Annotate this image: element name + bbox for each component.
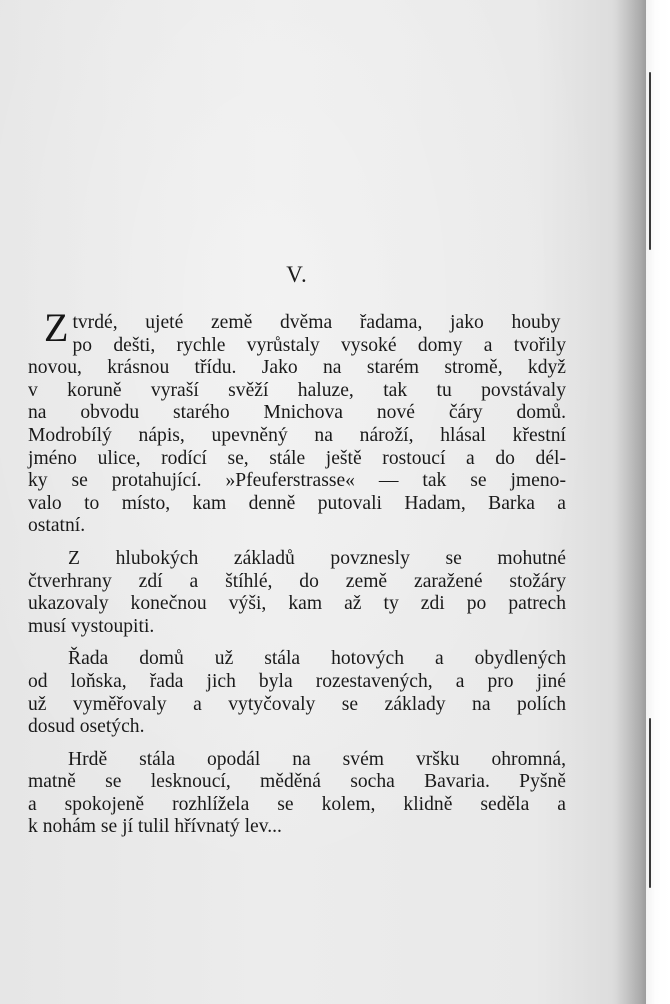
text-line: čtverhrany zdí a štíhlé, do země zaražené stožáry	[28, 570, 566, 592]
text-line: už vyměřovaly a vytyčovaly se základy na polích	[28, 693, 566, 715]
page-edge-line-bottom	[649, 718, 651, 888]
paragraph-2	[28, 548, 566, 638]
page-edge-line-top	[649, 72, 651, 250]
text-line: ostatní.	[28, 515, 86, 537]
drop-cap: Z	[44, 305, 69, 350]
text-line: Hrdě stála opodál na svém vršku ohromná,	[68, 748, 566, 770]
text-line: jméno ulice, rodící se, stále ještě rostoucí a do dél-	[28, 447, 566, 469]
text-line: Z hlubokých základů povznesly se mohutné	[68, 547, 566, 569]
paragraph-1	[28, 305, 566, 538]
text-line: od loňska, řada jich byla rozestavených, a pro jiné	[28, 670, 566, 692]
text-line: v koruně vyraší svěží haluze, tak tu povstávaly	[28, 379, 566, 401]
text-line: na obvodu starého Mnichova nové čáry domů.	[28, 402, 566, 424]
paragraph-4	[28, 749, 566, 839]
text-line: Modrobílý nápis, upevněný na nároží, hlásal křestní	[28, 424, 566, 446]
text-line: valo to místo, kam denně putovali Hadam, Barka a	[28, 492, 566, 514]
text-line: po dešti, rychle vyrůstaly vysoké domy a tvořily	[72, 334, 566, 356]
text-line-content: tvrdé, ujeté země dvěma řadama, jako houby	[72, 312, 561, 333]
text-line: matně se lesknoucí, měděná socha Bavaria. Pyšně	[28, 771, 566, 793]
text-line: ukazovaly konečnou výši, kam až ty zdi po patrech	[28, 593, 566, 615]
text-line: ky se protahující. »Pfeuferstrasse« — tak se jmeno-	[28, 470, 566, 492]
text-line: novou, krásnou třídu. Jako na starém stromě, když	[28, 357, 566, 379]
paragraph-3	[28, 648, 566, 738]
text-line: a spokojeně rozhlížela se kolem, klidně seděla a	[28, 793, 566, 815]
text-line: Řada domů už stála hotových a obydlených	[68, 648, 566, 670]
body-text	[28, 305, 566, 839]
spine-shadow	[612, 0, 646, 1004]
chapter-heading: V.	[286, 262, 308, 287]
text-line: musí vystoupiti.	[28, 615, 155, 637]
text-line: dosud osetých.	[28, 716, 145, 738]
text-line: k nohám se jí tulil hřívnatý lev...	[28, 816, 282, 838]
